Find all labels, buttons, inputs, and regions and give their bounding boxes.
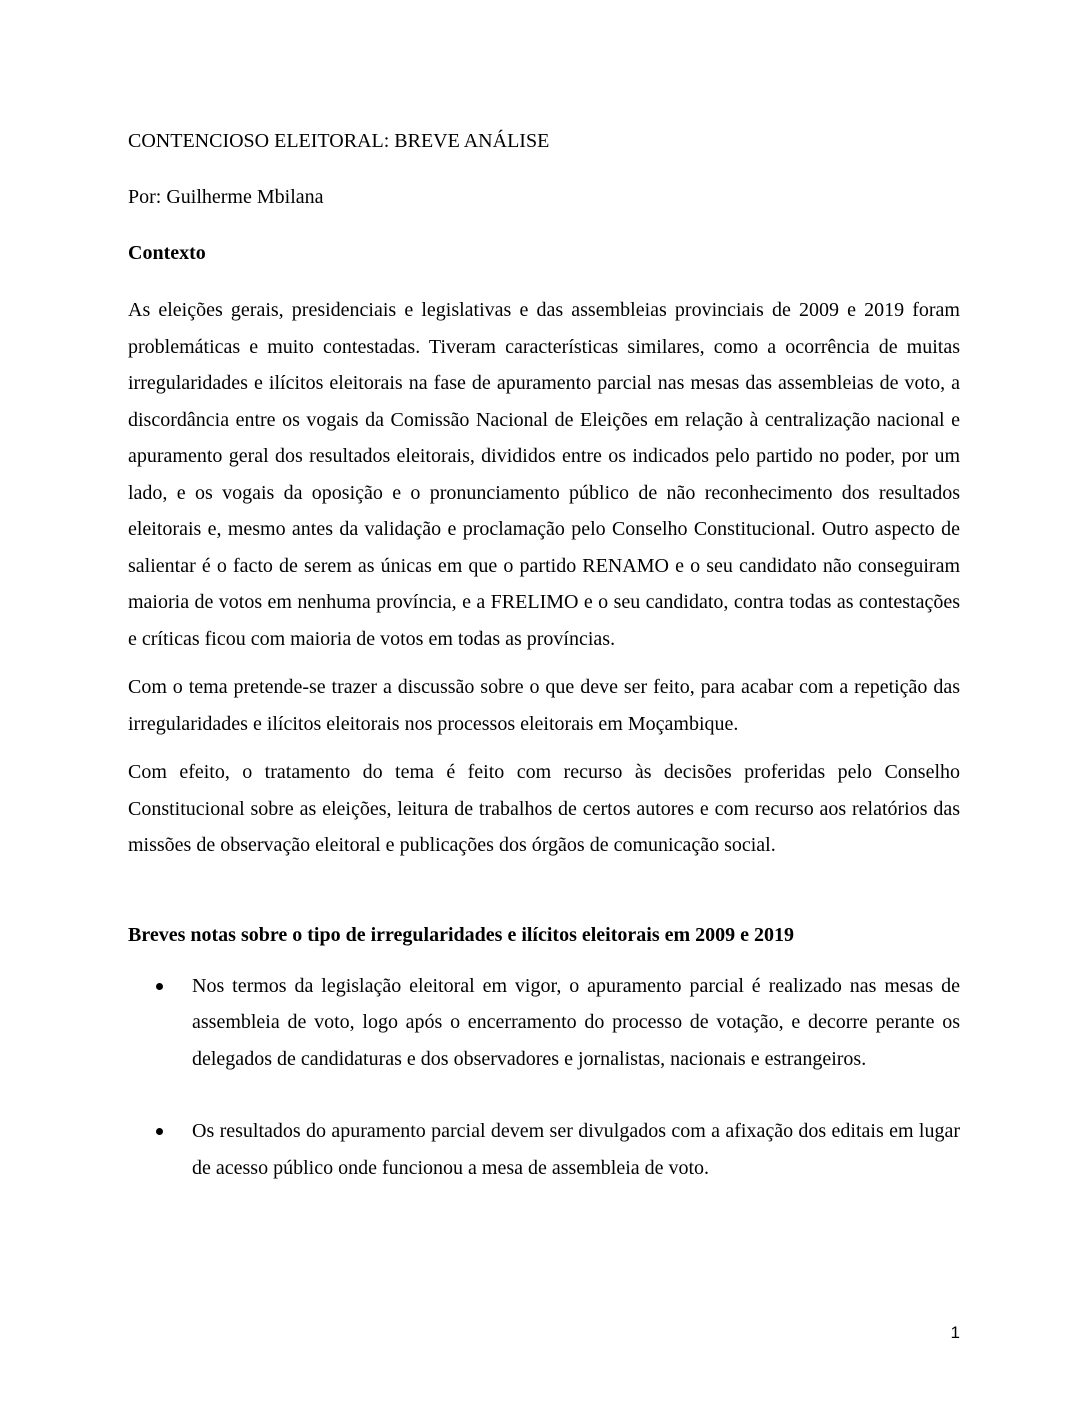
bullet-text: Nos termos da legislação eleitoral em vigor, o apuramento parcial é realizado nas mesas de assembleia de voto, logo após o encerramento do processo de votação, e decorre perante os delegados de candidaturas e dos observadores e jornalistas, nacionais e estrangeiros. xyxy=(192,974,960,1070)
list-item xyxy=(128,968,960,1078)
bullet-icon xyxy=(156,983,163,990)
author-byline: Por: Guilherme Mbilana xyxy=(128,186,324,208)
context-paragraph-1: As eleições gerais, presidenciais e legislativas e das assembleias provinciais de 2009 e 2019 foram problemáticas e muito contestadas. Tiveram características similares, como a ocorrência de muitas irregularidades e ilícitos eleitorais na fase de apuramento parcial nas mesas das assembleias de voto, a discordância entre os vogais da Comissão Nacional de Eleições em relação à centralização nacional e apuramento geral dos resultados eleitorais, divididos entre os indicados pelo partido no poder, por um lado, e os vogais da oposição e o pronunciamento público de não reconhecimento dos resultados eleitorais e, mesmo antes da validação e proclamação pelo Conselho Constitucional. Outro aspecto de salientar é o facto de serem as únicas em que o partido RENAMO e o seu candidato não conseguiram maioria de votos em nenhuma província, e a FRELIMO e o seu candidato, contra todas as contestações e críticas ficou com maioria de votos em todas as províncias. xyxy=(128,299,960,650)
page-number: 1 xyxy=(950,1323,960,1342)
list-item xyxy=(128,1113,960,1186)
bullet-text: Os resultados do apuramento parcial devem ser divulgados com a afixação dos editais em lugar de acesso público onde funcionou a mesa de assembleia de voto. xyxy=(192,1120,960,1179)
context-paragraph-2: Com o tema pretende-se trazer a discussão sobre o que deve ser feito, para acabar com a repetição das irregularidades e ilícitos eleitorais nos processos eleitorais em Moçambique. xyxy=(128,676,960,735)
bullet-icon xyxy=(156,1128,163,1135)
notes-bullet-list xyxy=(128,968,960,1187)
section-heading-context: Contexto xyxy=(128,242,206,264)
section-heading-notes: Breves notas sobre o tipo de irregularidades e ilícitos eleitorais em 2009 e 2019 xyxy=(128,923,795,946)
document-title: CONTENCIOSO ELEITORAL: BREVE ANÁLISE xyxy=(128,130,550,152)
context-paragraph-3: Com efeito, o tratamento do tema é feito com recurso às decisões proferidas pelo Conselho Constitucional sobre as eleições, leitura de trabalhos de certos autores e com recurso aos relatórios das missões de observação eleitoral e publicações dos órgãos de comunicação social. xyxy=(128,761,960,856)
page-content xyxy=(128,128,960,1186)
